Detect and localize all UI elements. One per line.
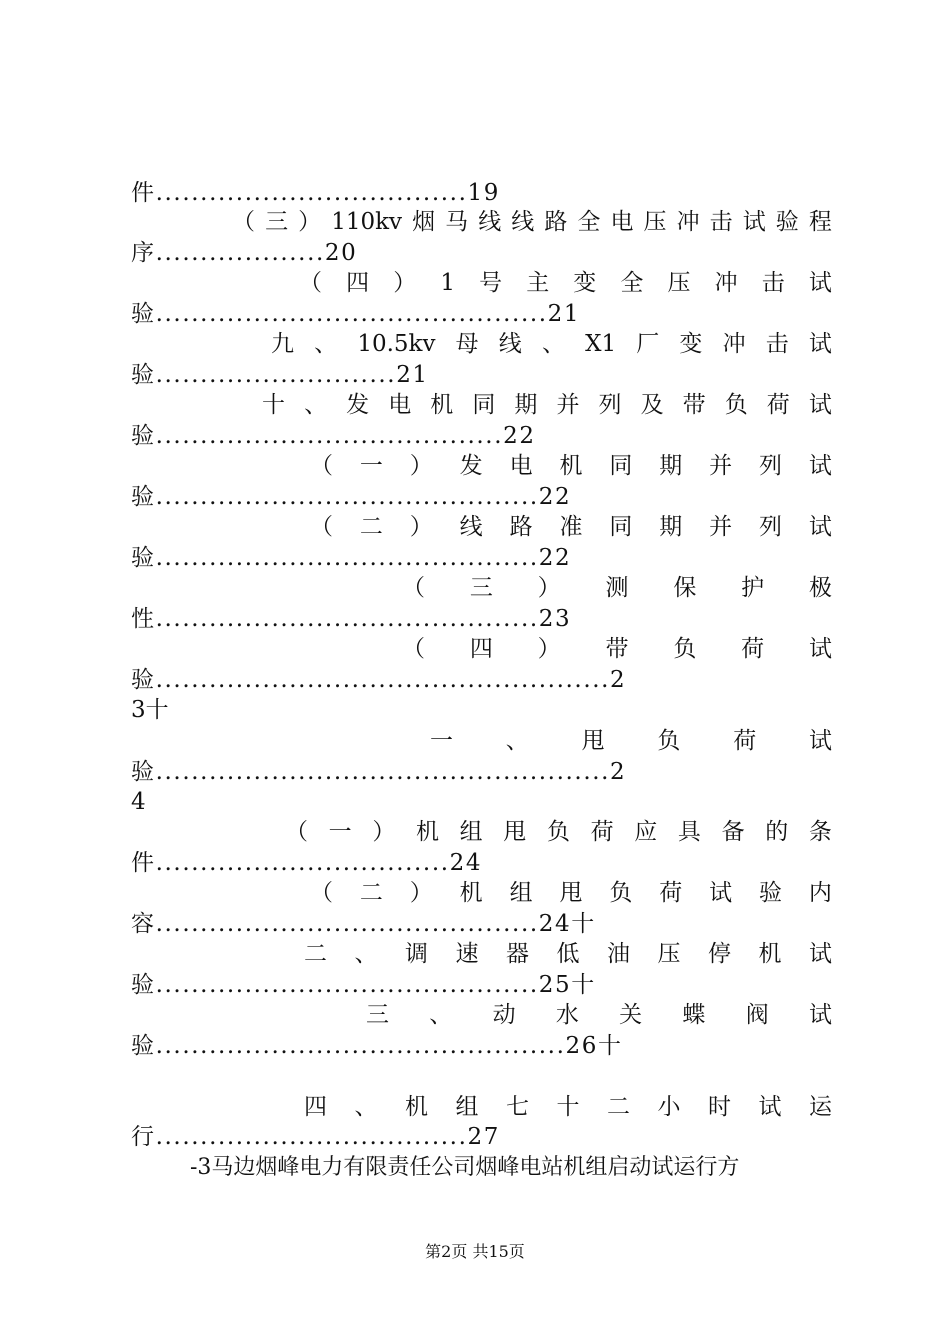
heading-char: 的 (765, 819, 789, 845)
heading-char: 并 (556, 392, 580, 418)
heading-char: 条 (808, 819, 832, 845)
heading-char: 烟 (412, 209, 436, 235)
toc-heading (232, 207, 832, 237)
heading-char: 击 (765, 331, 789, 357)
heading-char: 期 (514, 392, 538, 418)
heading-char: 组 (459, 819, 483, 845)
heading-char: 试 (808, 453, 832, 479)
heading-char: 机 (430, 392, 454, 418)
heading-char: 同 (609, 453, 633, 479)
heading-char: 主 (526, 270, 550, 296)
heading-char: 电 (509, 453, 533, 479)
heading-char: 十 (556, 1094, 580, 1120)
heading-char: 1 (440, 270, 455, 296)
heading-char: （ (402, 575, 425, 601)
heading-char: 线 (498, 331, 522, 357)
toc-heading (310, 451, 832, 481)
toc-line: 件...................................19 (131, 180, 500, 206)
heading-char: ） (409, 514, 433, 540)
heading-char: 时 (708, 1094, 731, 1120)
heading-char: 甩 (503, 819, 527, 845)
heading-char: 全 (620, 270, 644, 296)
heading-char: 机 (459, 880, 483, 906)
heading-char: 变 (679, 331, 703, 357)
heading-char: 并 (709, 514, 733, 540)
heading-char: （ (310, 453, 333, 479)
toc-line-wrap: 3十 (131, 697, 169, 723)
heading-char: 机 (405, 1094, 428, 1120)
heading-char: （ (310, 880, 333, 906)
heading-char: 低 (556, 941, 580, 967)
heading-char: 机 (758, 941, 782, 967)
toc-line: 验...........................21 (131, 362, 429, 388)
heading-char: 二 (607, 1094, 630, 1120)
heading-char: 期 (659, 453, 683, 479)
heading-char: 油 (607, 941, 630, 967)
heading-char: 蝶 (682, 1002, 706, 1028)
heading-char: 一 (430, 728, 453, 754)
toc-line: 序...................20 (131, 240, 358, 266)
heading-char: 压 (667, 270, 691, 296)
heading-char: 器 (506, 941, 529, 967)
heading-char: ） (372, 819, 396, 845)
heading-char: 运 (809, 1094, 832, 1120)
heading-char: 带 (605, 636, 629, 662)
heading-char: 关 (619, 1002, 643, 1028)
heading-char: 110kv (331, 209, 403, 235)
heading-char: 程 (808, 209, 832, 235)
heading-char: 试 (808, 1002, 832, 1028)
heading-char: 验 (759, 880, 783, 906)
heading-char: 二 (359, 880, 383, 906)
heading-char: 电 (610, 209, 634, 235)
toc-heading (285, 817, 832, 847)
heading-char: 护 (741, 575, 765, 601)
heading-char: 线 (478, 209, 502, 235)
toc-line: 验...................................................2 (131, 759, 627, 785)
heading-char: 负 (609, 880, 633, 906)
heading-char: 四 (304, 1094, 327, 1120)
heading-char: 、 (505, 728, 529, 754)
heading-char: 期 (659, 514, 683, 540)
heading-char: 母 (455, 331, 479, 357)
heading-char: 保 (673, 575, 697, 601)
heading-char: 荷 (659, 880, 683, 906)
toc-heading (310, 512, 832, 542)
toc-line: 验...........................................25十 (131, 972, 596, 998)
toc-line: 验...................................................2 (131, 667, 627, 693)
heading-char: 冲 (676, 209, 700, 235)
heading-char: 试 (709, 880, 733, 906)
toc-heading (271, 329, 832, 359)
heading-char: 甩 (581, 728, 605, 754)
heading-char: 电 (388, 392, 412, 418)
heading-char: ） (298, 209, 322, 235)
heading-char: 、 (429, 1002, 453, 1028)
heading-char: 线 (459, 514, 483, 540)
heading-char: 带 (682, 392, 706, 418)
heading-char: 路 (544, 209, 568, 235)
heading-char: （ (402, 636, 425, 662)
heading-char: 内 (808, 880, 832, 906)
heading-char: 负 (724, 392, 748, 418)
heading-char: 荷 (741, 636, 765, 662)
heading-char: 试 (809, 941, 832, 967)
toc-heading (262, 390, 832, 420)
heading-char: 、 (541, 331, 565, 357)
heading-char: 一 (328, 819, 352, 845)
toc-heading (402, 573, 832, 603)
heading-char: 、 (314, 331, 338, 357)
heading-char: 变 (573, 270, 597, 296)
heading-char: 阀 (745, 1002, 769, 1028)
toc-line: 行...................................27 (131, 1124, 500, 1150)
heading-char: 发 (346, 392, 370, 418)
heading-char: 九 (271, 331, 294, 357)
heading-char: 准 (559, 514, 583, 540)
heading-char: 试 (808, 270, 832, 296)
heading-char: 七 (506, 1094, 529, 1120)
heading-char: 压 (643, 209, 667, 235)
heading-char: 组 (509, 880, 533, 906)
heading-char: 十 (262, 392, 285, 418)
heading-char: 列 (759, 453, 783, 479)
heading-char: 列 (759, 514, 783, 540)
toc-line: 验.......................................22 (131, 423, 536, 449)
heading-char: （ (285, 819, 308, 845)
toc-line: 验............................................21 (131, 301, 581, 327)
heading-char: 水 (555, 1002, 579, 1028)
heading-char: X1 (585, 331, 617, 357)
heading-char: 、 (354, 1094, 378, 1120)
heading-char: 发 (459, 453, 483, 479)
heading-char: 并 (709, 453, 733, 479)
heading-char: 机 (415, 819, 439, 845)
heading-char: 负 (546, 819, 570, 845)
heading-char: ） (537, 575, 561, 601)
heading-char: ） (393, 270, 417, 296)
heading-char: 二 (359, 514, 383, 540)
heading-char: （ (299, 270, 322, 296)
toc-heading (402, 634, 832, 664)
heading-char: 调 (405, 941, 428, 967)
heading-char: 一 (359, 453, 383, 479)
heading-char: 验 (775, 209, 799, 235)
heading-char: 、 (354, 941, 378, 967)
heading-char: 列 (598, 392, 622, 418)
heading-char: 冲 (714, 270, 738, 296)
heading-char: 组 (455, 1094, 479, 1120)
heading-char: ） (537, 636, 561, 662)
heading-char: 机 (559, 453, 583, 479)
heading-char: 试 (808, 636, 832, 662)
toc-line: 性...........................................23 (131, 606, 572, 632)
heading-char: 试 (808, 392, 832, 418)
heading-char: 动 (492, 1002, 516, 1028)
heading-char: 及 (640, 392, 664, 418)
heading-char: 试 (758, 1094, 782, 1120)
heading-char: ） (409, 880, 433, 906)
closing-text: -3马边烟峰电力有限责任公司烟峰电站机组启动试运行方 (190, 1155, 740, 1180)
heading-char: 试 (808, 514, 832, 540)
heading-char: 10.5kv (357, 331, 436, 357)
heading-char: 马 (445, 209, 469, 235)
heading-char: 三 (265, 209, 289, 235)
toc-heading (304, 939, 832, 969)
heading-char: 负 (657, 728, 681, 754)
heading-char: 击 (761, 270, 785, 296)
heading-char: ） (409, 453, 433, 479)
heading-char: 应 (634, 819, 658, 845)
heading-char: 号 (479, 270, 503, 296)
toc-heading (310, 878, 832, 908)
heading-char: （ (310, 514, 333, 540)
heading-char: 甩 (559, 880, 583, 906)
heading-char: 试 (742, 209, 766, 235)
toc-line: 件.................................24 (131, 850, 483, 876)
heading-char: 具 (677, 819, 701, 845)
heading-char: 备 (721, 819, 745, 845)
heading-char: 四 (346, 270, 370, 296)
heading-char: 压 (657, 941, 681, 967)
toc-heading (304, 1092, 832, 1122)
heading-char: 三 (469, 575, 493, 601)
heading-char: 试 (808, 728, 832, 754)
heading-char: 停 (708, 941, 731, 967)
heading-char: 试 (808, 331, 832, 357)
heading-char: 测 (605, 575, 629, 601)
heading-char: 路 (509, 514, 533, 540)
toc-heading (430, 726, 832, 756)
heading-char: （ (232, 209, 255, 235)
heading-char: 同 (472, 392, 496, 418)
heading-char: 荷 (733, 728, 757, 754)
toc-line-wrap: 4 (131, 789, 146, 815)
toc-line: 验..............................................26十 (131, 1033, 623, 1059)
toc-line: 验...........................................22 (131, 484, 572, 510)
heading-char: 击 (709, 209, 733, 235)
heading-char: 速 (455, 941, 479, 967)
toc-line: 容...........................................24十 (131, 911, 596, 937)
heading-char: 冲 (722, 331, 746, 357)
toc-heading (299, 268, 832, 298)
heading-char: 、 (304, 392, 328, 418)
heading-char: 极 (808, 575, 832, 601)
heading-char: 小 (657, 1094, 681, 1120)
page-footer: 第2页 共15页 (425, 1242, 525, 1261)
heading-char: 全 (577, 209, 601, 235)
heading-char: 荷 (590, 819, 614, 845)
toc-heading (366, 1000, 832, 1030)
heading-char: 负 (673, 636, 697, 662)
heading-char: 四 (469, 636, 493, 662)
heading-char: 荷 (766, 392, 790, 418)
heading-char: 三 (366, 1002, 389, 1028)
heading-char: 厂 (636, 331, 660, 357)
heading-char: 线 (511, 209, 535, 235)
toc-line: 验...........................................22 (131, 545, 572, 571)
heading-char: 同 (609, 514, 633, 540)
heading-char: 二 (304, 941, 327, 967)
